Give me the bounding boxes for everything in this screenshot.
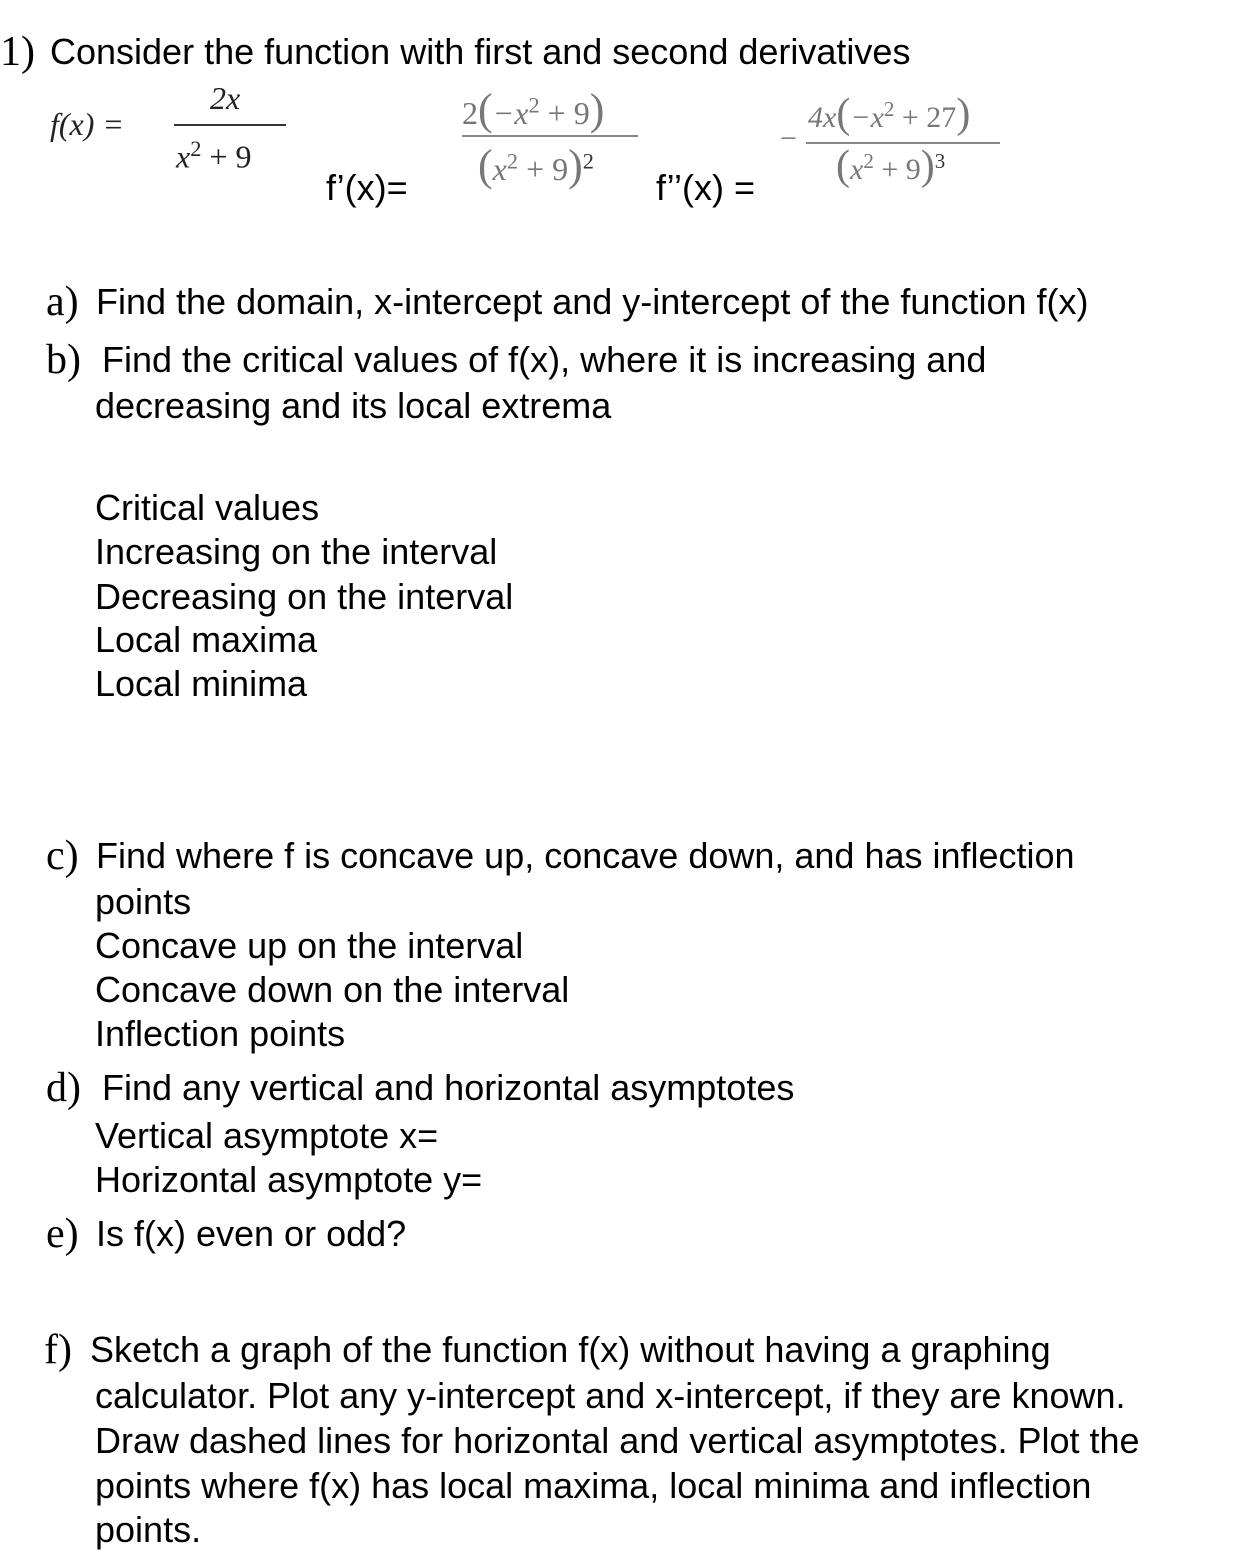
- part-b-increasing: Increasing on the interval: [95, 531, 498, 572]
- fprime-fraction-bar: [462, 135, 638, 137]
- part-c-marker: c): [46, 833, 79, 879]
- part-d-text: Find any vertical and horizontal asymptotes: [102, 1067, 795, 1108]
- part-b-line2: decreasing and its local extrema: [95, 385, 612, 426]
- part-c-line2: points: [95, 881, 192, 922]
- part-e-text: Is f(x) even or odd?: [96, 1213, 407, 1254]
- part-c-concave-down: Concave down on the interval: [95, 969, 570, 1010]
- part-b-marker: b): [46, 337, 81, 383]
- fprime-label: f’(x)=: [326, 167, 408, 208]
- part-b-line1: Find the critical values of f(x), where it is increasing and: [102, 339, 987, 380]
- part-f-line1: Sketch a graph of the function f(x) without having a graphing: [90, 1329, 1051, 1370]
- part-f-marker: f): [44, 1327, 72, 1373]
- part-e-marker: e): [46, 1211, 79, 1257]
- fprime-denominator: $(x^2 + 9)^2$: [478, 141, 594, 190]
- fdouble-denominator: $(x^2 + 9)^3$: [836, 143, 946, 189]
- problem-number: 1): [0, 29, 35, 75]
- part-c-concave-up: Concave up on the interval: [95, 925, 524, 966]
- part-f-line2: calculator. Plot any y-intercept and x-intercept, if they are known.: [95, 1375, 1126, 1416]
- part-d-vertical: Vertical asymptote x=: [95, 1115, 439, 1156]
- f-numerator: 2x: [210, 80, 241, 116]
- fprime-numerator: $2(-x^2 + 9)$: [462, 85, 605, 134]
- part-b-local-minima: Local minima: [95, 663, 308, 704]
- part-a-text: Find the domain, x-intercept and y-intercept of the function f(x): [96, 281, 1089, 322]
- fdouble-numerator: $4x(-x^2 + 27)$: [808, 91, 971, 137]
- part-f-line3: Draw dashed lines for horizontal and vertical asymptotes. Plot the: [95, 1420, 1140, 1461]
- part-d-marker: d): [46, 1065, 81, 1111]
- part-c-line1: Find where f is concave up, concave down, and has inflection: [96, 835, 1075, 876]
- part-f-line5: points.: [95, 1509, 202, 1550]
- f-fraction-bar: [174, 124, 286, 126]
- part-b-critical-values: Critical values: [95, 487, 320, 528]
- f-denominator: $x^2 + 9$: [176, 136, 252, 175]
- fdouble-sign: −: [780, 122, 797, 155]
- part-c-inflection: Inflection points: [95, 1013, 346, 1054]
- part-f-line4: points where f(x) has local maxima, local minima and inflection: [95, 1465, 1092, 1506]
- part-b-local-maxima: Local maxima: [95, 619, 318, 660]
- fdouble-label: f’’(x) =: [656, 167, 755, 208]
- problem-intro: Consider the function with first and second derivatives: [50, 31, 911, 72]
- part-a-marker: a): [46, 279, 79, 325]
- part-b-decreasing: Decreasing on the interval: [95, 576, 514, 617]
- part-d-horizontal: Horizontal asymptote y=: [95, 1159, 483, 1200]
- f-label: f(x) =: [50, 106, 124, 142]
